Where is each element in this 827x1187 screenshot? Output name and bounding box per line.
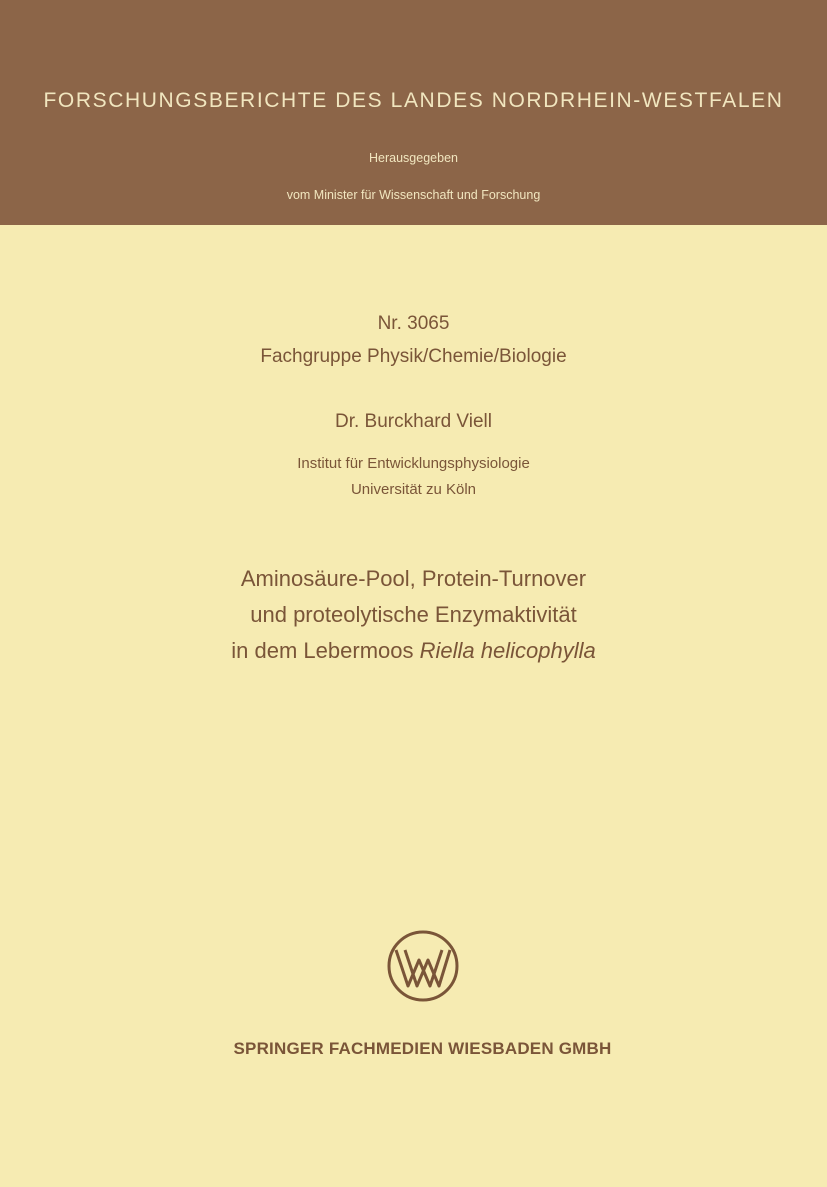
subject-group: Fachgruppe Physik/Chemie/Biologie bbox=[260, 346, 567, 367]
title-line-3-prefix: in dem Lebermoos bbox=[231, 638, 420, 663]
header-band bbox=[0, 0, 827, 225]
publisher: SPRINGER FACHMEDIEN WIESBADEN GMBH bbox=[233, 1039, 612, 1058]
edited-by-label: Herausgegeben bbox=[369, 151, 458, 165]
species-name: Riella helicophylla bbox=[419, 638, 596, 663]
author-institute: Institut für Entwicklungsphysiologie bbox=[297, 455, 530, 472]
ww-circle-logo-icon bbox=[386, 929, 460, 1003]
title-line-3 bbox=[0, 638, 827, 664]
author-name: Dr. Burckhard Viell bbox=[335, 411, 492, 432]
title-line-1: Aminosäure-Pool, Protein-Turnover bbox=[240, 566, 587, 591]
report-number: Nr. 3065 bbox=[377, 313, 450, 334]
author-university: Universität zu Köln bbox=[350, 481, 477, 498]
minister-line: vom Minister für Wissenschaft und Forschung bbox=[286, 188, 541, 202]
title-line-2: und proteolytische Enzymaktivität bbox=[250, 602, 577, 627]
series-title: FORSCHUNGSBERICHTE DES LANDES NORDRHEIN-WESTFALEN bbox=[43, 89, 784, 112]
